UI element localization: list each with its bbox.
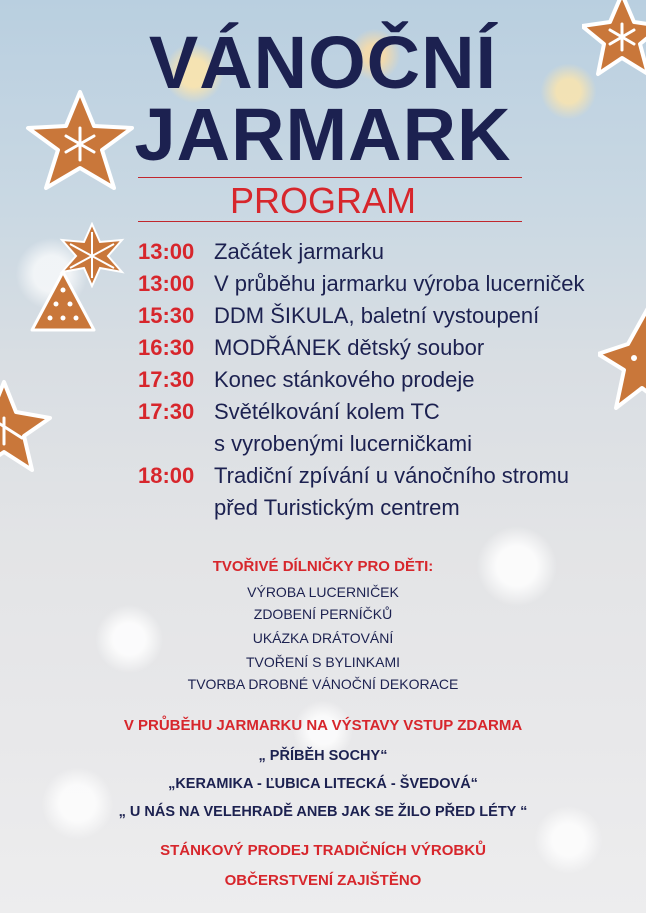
schedule-text: Začátek jarmarku — [214, 239, 384, 264]
schedule-text: Tradiční zpívání u vánočního stromu — [214, 463, 570, 488]
schedule-text: DDM ŠIKULA, baletní vystoupení — [214, 303, 540, 328]
gingerbread-tree-cookie-icon — [28, 268, 98, 338]
program-heading: PROGRAM — [229, 180, 416, 221]
footer-line: OBČERSTVENÍ ZAJIŠTĚNO — [224, 872, 422, 889]
exhibition-item: „ U NÁS NA VELEHRADĚ ANEB JAK SE ŽILO PŘED LÉTY “ — [118, 804, 528, 820]
footer-line: STÁNKOVÝ PRODEJ TRADIČNÍCH VÝROBKŮ — [160, 842, 486, 859]
schedule-time: 17:30 — [138, 399, 195, 424]
schedule-text: Konec stánkového prodeje — [214, 367, 475, 392]
schedule-item — [138, 460, 638, 492]
schedule-text: V průběhu jarmarku výroba lucerniček — [214, 271, 585, 296]
page-title-line1: VÁNOČNÍ — [148, 21, 498, 104]
schedule-time: 18:00 — [138, 463, 195, 488]
schedule-text: Světélkování kolem TC — [214, 399, 440, 424]
workshop-item: UKÁZKA DRÁTOVÁNÍ — [252, 630, 394, 646]
schedule-item — [138, 396, 638, 428]
gingerbread-star-cookie-icon — [0, 378, 54, 474]
schedule-time: 16:30 — [138, 335, 195, 360]
workshop-item: ZDOBENÍ PERNÍČKŮ — [253, 606, 393, 622]
divider-top — [138, 177, 522, 178]
schedule-time: 13:00 — [138, 239, 195, 264]
exhibition-item: „ PŘÍBĚH SOCHY“ — [258, 748, 388, 764]
schedule-text-continued: před Turistickým centrem — [214, 495, 460, 520]
schedule-list — [138, 236, 638, 524]
workshop-item: TVORBA DROBNÉ VÁNOČNÍ DEKORACE — [187, 676, 459, 692]
workshop-item: VÝROBA LUCERNIČEK — [247, 584, 399, 600]
schedule-text: MODŘÁNEK dětský soubor — [214, 335, 485, 360]
divider-bottom — [138, 221, 522, 222]
schedule-time: 13:00 — [138, 271, 195, 296]
schedule-item — [138, 364, 638, 396]
schedule-time: 17:30 — [138, 367, 195, 392]
schedule-item — [138, 300, 638, 332]
schedule-text-continued: s vyrobenými lucerničkami — [214, 431, 472, 456]
schedule-item — [138, 268, 638, 300]
exhibitions-heading: V PRŮBĚHU JARMARKU NA VÝSTAVY VSTUP ZDARMA — [123, 717, 523, 734]
page-title-line2: JARMARK — [134, 93, 512, 176]
schedule-time: 15:30 — [138, 303, 195, 328]
schedule-item — [138, 236, 638, 268]
workshop-item: TVOŘENÍ S BYLINKAMI — [245, 654, 401, 670]
schedule-item — [138, 332, 638, 364]
workshops-heading: TVOŘIVÉ DÍLNIČKY PRO DĚTI: — [212, 558, 434, 575]
exhibition-item: „KERAMIKA - ĽUBICA LITECKÁ - ŠVEDOVÁ“ — [168, 776, 478, 792]
